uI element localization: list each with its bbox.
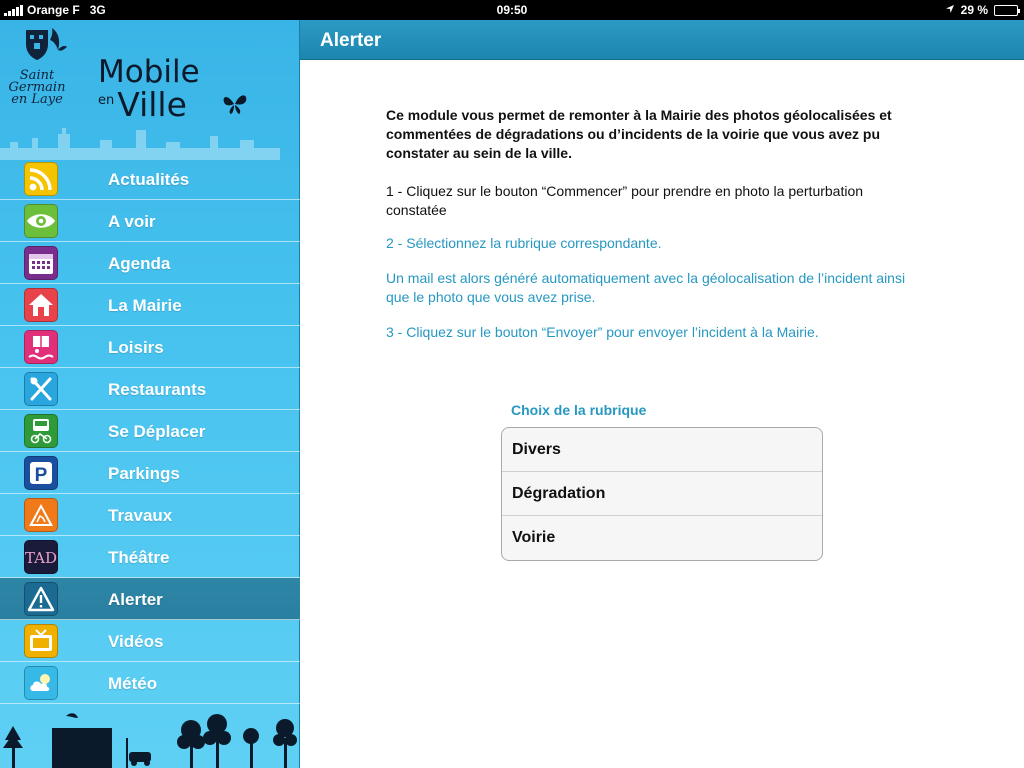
eye-icon [24,204,58,238]
parking-icon [24,456,58,490]
theatre-icon [24,540,58,574]
sidebar-item-travaux[interactable] [0,494,300,536]
sidebar [0,20,300,768]
sidebar-item-label: Actualités [108,170,190,189]
step-1-text: 1 - Cliquez sur le bouton “Commencer” pour prendre en photo la perturbation constatée [386,183,864,218]
clock: 09:50 [496,3,528,17]
navigation-bar [300,20,1024,60]
app-title-en: en [98,93,115,108]
category-option-voirie[interactable]: Voirie [512,529,556,546]
page-title: Alerter [320,30,382,51]
roadworks-icon [24,498,58,532]
city-logo-text [2,70,72,106]
category-option-degradation[interactable]: Dégradation [502,472,822,516]
mail-note-text: Un mail est alors généré automatiquement avec la géolocalisation de l’incident ainsi que le photo que vous avez prise. [386,270,906,305]
city-crest-icon [22,26,68,68]
carrier-label: Orange F [27,3,80,17]
instructions [386,106,926,342]
town-skyline-decoration [0,120,300,160]
tv-icon [24,624,58,658]
svg-text:P: P [34,465,48,486]
battery-icon [994,5,1018,16]
sidebar-item-label: Météo [108,674,158,693]
sidebar-item-meteo[interactable] [0,662,300,704]
sidebar-item-a-voir[interactable] [0,200,300,242]
home-icon [24,288,58,322]
rss-icon [24,162,58,196]
sidebar-item-label: Parkings [108,464,180,483]
sidebar-item-label: A voir [108,212,156,231]
category-list [501,427,823,561]
logo-line-3: en Laye [11,92,63,107]
sidebar-item-label: Loisirs [108,338,164,357]
sidebar-item-label: La Mairie [108,296,182,315]
sidebar-item-label: Vidéos [108,632,164,651]
step-3-text: 3 - Cliquez sur le bouton “Envoyer” pour envoyer l’incident à la Mairie. [386,324,819,340]
warning-icon [24,582,58,616]
sidebar-item-la-mairie[interactable] [0,284,300,326]
transport-icon [24,414,58,448]
logo-line-1: Saint [19,68,55,83]
category-section-title: Choix de la rubrique [511,402,647,418]
sidebar-item-label: Agenda [108,254,171,273]
sidebar-item-label: Restaurants [108,380,207,399]
network-label: 3G [89,3,106,17]
app-title [98,56,200,122]
main-panel [300,20,1024,768]
battery-label: 29 % [960,3,988,17]
intro-text: Ce module vous permet de remonter à la Mairie des photos géolocalisées et commentées de dégradations ou d’incidents de la voirie que vous avez pu constater au sein de la ville. [386,107,892,161]
sidebar-item-label: Se Déplacer [108,422,206,441]
weather-icon [24,666,58,700]
sidebar-item-label: Travaux [108,506,173,525]
trees-silhouette-decoration [0,708,300,768]
sidebar-item-alerter[interactable] [0,578,300,620]
sidebar-item-restaurants[interactable] [0,368,300,410]
sidebar-item-actualites[interactable] [0,158,300,200]
step-2-text: 2 - Sélectionnez la rubrique correspondante. [386,235,662,251]
app-title-mobile: Mobile [98,54,200,90]
butterfly-icon [222,92,248,116]
category-option-divers[interactable]: Divers [502,428,822,472]
sidebar-menu [0,158,300,704]
sidebar-item-agenda[interactable] [0,242,300,284]
sidebar-item-label: Alerter [108,590,163,609]
calendar-icon [24,246,58,280]
leisure-icon [24,330,58,364]
status-right [945,3,1018,17]
brand-header [0,20,300,158]
sidebar-item-theatre[interactable] [0,536,300,578]
sidebar-item-parkings[interactable] [0,452,300,494]
sidebar-item-se-deplacer[interactable] [0,410,300,452]
sidebar-item-label: Théâtre [108,548,170,567]
cutlery-icon [24,372,58,406]
sidebar-item-videos[interactable] [0,620,300,662]
location-icon [945,3,955,17]
sidebar-item-loisirs[interactable] [0,326,300,368]
logo-line-2: Germain [8,80,66,95]
app-title-ville: Ville [117,85,187,124]
status-bar [0,0,1024,20]
svg-text:TAD: TAD [24,549,58,567]
